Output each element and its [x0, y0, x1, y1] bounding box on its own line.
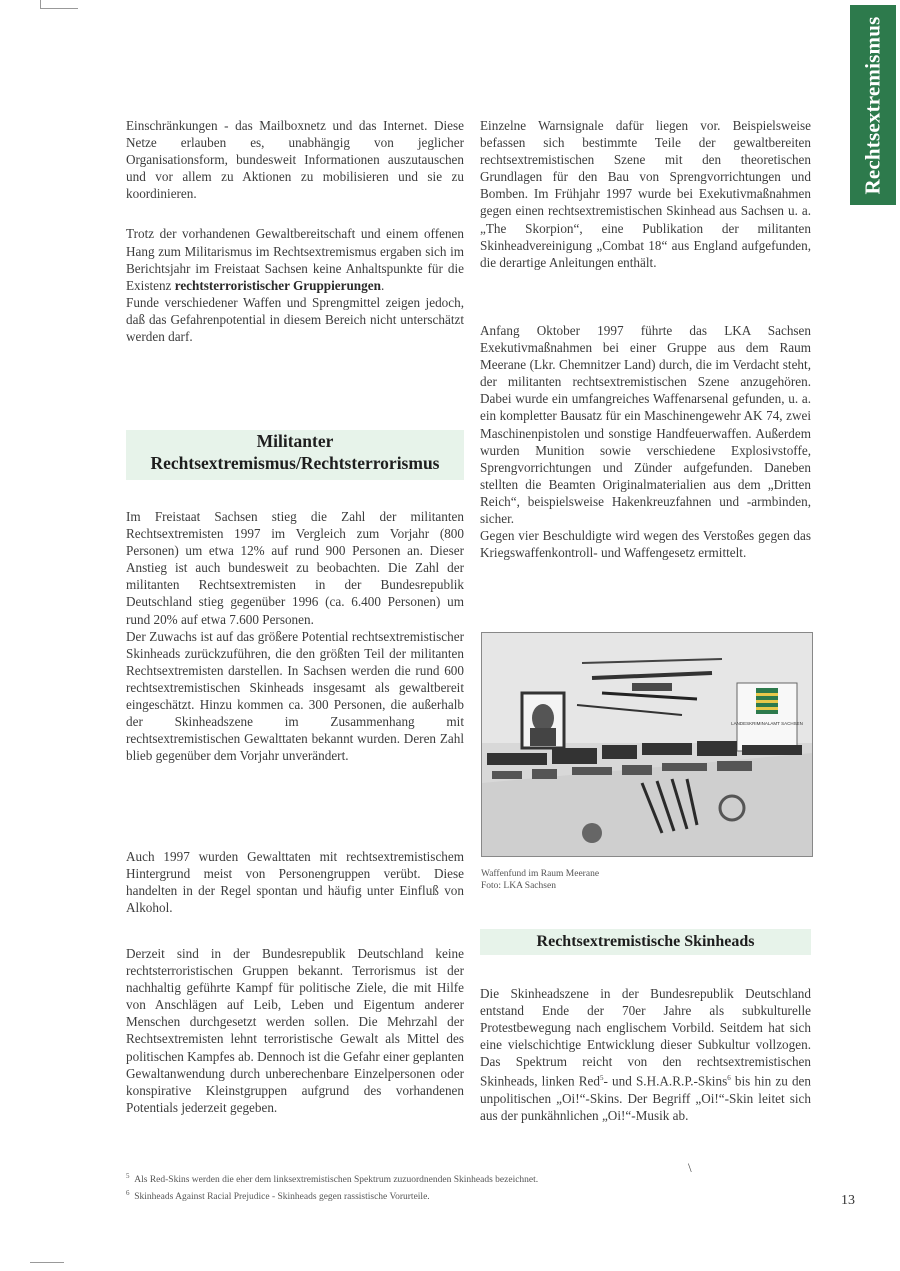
footnotes — [126, 1170, 816, 1204]
paragraph-text: bis hin zu den unpolitischen „Oi!“-Skins. Der Begriff „Oi!“-Skin leitet sich aus der punkähnlichen „Oi!“-Musik ab. — [480, 1073, 811, 1124]
left-column-bottom — [126, 945, 464, 1116]
right-column-bottom — [480, 985, 811, 1124]
footnote-text: Skinheads Against Racial Prejudice - Skinheads gegen rassistische Vorurteile. — [134, 1192, 430, 1203]
crop-mark — [30, 1262, 64, 1263]
paragraph: Anfang Oktober 1997 führte das LKA Sachsen Exekutivmaßnahmen bei einer Gruppe aus dem Raum Meerane (Lkr. Chemnitzer Land) durch, die im Verdacht steht, der militanten rechtsextremistischen Szene anzugehören. Dabei wurde ein umfangreiches Waffenarsenal gefunden, u. a. ein kompletter Bausatz für ein Maschinengewehr AK 74, zwei Maschinenpistolen und sonstige Handfeuerwaffen. Außerdem wurden Munition sowie verschiedene Explosivstoffe, Sprengvorrichtungen und Zünder aufgefunden. Daneben stellten die Beamten Originalmaterialien aus dem „Dritten Reich“, beispielsweise Hakenkreuzfahnen und -armbinden, sicher. — [480, 323, 811, 527]
paragraph-text: . — [380, 277, 385, 293]
heading-text: Rechtsextremistische Skinheads — [536, 933, 755, 950]
caption-credit: Foto: LKA Sachsen — [481, 881, 556, 891]
paragraph: Im Freistaat Sachsen stieg die Zahl der militanten Rechtsextremisten 1997 im Vergleich zum Vorjahr (800 Personen) um etwa 12% auf rund 900 Personen an. Dieser Anstieg ist auch bundesweit zu beobachten. Die Zahl der militanten Rechtsextremisten in der Bundesrepublik Deutschland stieg gegenüber 1996 (ca. 6.400 Personen) um rund 20% auf etwa 7.600 Personen. — [126, 509, 464, 627]
footnote-number: 5 — [126, 1172, 130, 1180]
sign-text: LANDESKRIMINALAMT SACHSEN — [731, 721, 803, 726]
photo-caption — [481, 868, 599, 892]
footnote-number: 6 — [126, 1189, 130, 1198]
caption-line: Waffenfund im Raum Meerane — [481, 869, 600, 879]
paragraph: Gegen vier Beschuldigte wird wegen des Verstoßes gegen das Kriegswaffenkontroll- und Waffengesetz ermittelt. — [480, 528, 811, 561]
photo-illustration — [482, 633, 812, 856]
left-column-top — [126, 117, 464, 345]
heading-line: Militanter — [256, 431, 334, 451]
heading-line: Rechtsextremismus/Rechtsterrorismus — [150, 453, 440, 473]
paragraph — [480, 985, 811, 1124]
page-number: 13 — [841, 1193, 855, 1208]
crop-mark — [40, 8, 78, 9]
crop-mark — [40, 0, 41, 8]
right-column-top — [480, 117, 811, 271]
paragraph-text: - und S.H.A.R.P.-Skins — [603, 1073, 728, 1089]
paragraph: Einschränkungen - das Mailboxnetz und das Internet. Diese Netze erlauben es, unabhängig von jeglicher Organisationsform, bundesweit Informationen auszutauschen und vor allem zu Aktionen zu mobilisieren und sie zu koordinieren. — [126, 118, 464, 202]
footnote — [126, 1170, 816, 1187]
paragraph-text: Die Skinheadszene in der Bundesrepublik Deutschland entstand Ende der 70er Jahre als subkulturelle Protestbewegung nach englischem Vorbild. Seitdem hat sich eine vielschichtige Entwicklung dieser Subkultur vollzogen. Das Spektrum reicht von den rechtsextremistischen Skinheads, linken Red — [480, 986, 811, 1089]
paragraph-text: Trotz der vorhandenen Gewaltbereitschaft und einem offenen Hang zum Militarismus im Rechtsextremismus ergaben sich im Berichtsjahr im Freistaat Sachsen keine Anhaltspunkte für die Existenz — [126, 226, 464, 293]
paragraph: Derzeit sind in der Bundesrepublik Deutschland keine rechtsterroristischen Gruppen bekannt. Terrorismus ist der nachhaltig geführte Kampf für politische Ziele, die mit Hilfe von Anschlägen auf Leib, Leben und Eigentum anderer Menschen durchgesetzt werden sollen. Die Mehrzahl der Rechtsextremisten lehnt terroristische Gewalt als Mittel des politischen Kampfes ab. Dennoch ist die Gefahr einer geplanten Gewaltanwendung durch unberechenbare Einzelpersonen oder konspirative Kleinstgruppen aufgrund des vorhandenen Potentials jederzeit gegeben. — [126, 946, 464, 1115]
bold-term: rechtsterroristischer Gruppierungen — [174, 277, 381, 293]
left-column-body — [126, 508, 464, 764]
left-column-lower — [126, 848, 464, 916]
section-tab — [850, 5, 896, 205]
paragraph: Funde verschiedener Waffen und Sprengmittel zeigen jedoch, daß das Gefahrenpotential in diesem Bereich nicht unterschätzt werden darf. — [126, 294, 464, 345]
weapons-photo — [481, 632, 813, 857]
paragraph: Auch 1997 wurden Gewalttaten mit rechtsextremistischem Hintergrund meist von Personengruppen verübt. Diese handelten in der Regel spontan und häufig unter Einfluß von Alkohol. — [126, 849, 464, 916]
paragraph: Der Zuwachs ist auf das größere Potential rechtsextremistischer Skinheads zurückzuführen, die den größten Teil der militanten Rechtsextremisten darstellen. In Sachsen werden die rund 600 rechtsextremistischen Skinheads insgesamt als gewaltbereit eingeschätzt. Hinzu kommen ca. 300 Personen, die außerhalb der Skinheadszene im Zusammenhang mit rechtsextremistischen Gewalttaten bekannt wurden. Deren Zahl blieb gegenüber dem Vorjahr unverändert. — [126, 628, 464, 764]
footnote-ref: 5 — [600, 1074, 604, 1083]
paragraph — [126, 225, 464, 293]
section-heading — [126, 430, 464, 480]
section-heading — [480, 929, 811, 955]
footnote-text: Als Red-Skins werden die eher dem linksextremistischen Spektrum zuzuordnenden Skinheads bezeichnet. — [134, 1175, 539, 1186]
right-column-middle — [480, 322, 811, 561]
footnote-ref: 6 — [727, 1074, 731, 1083]
footnote — [126, 1187, 816, 1204]
section-tab-label: Rechtsextremismus — [860, 16, 885, 194]
paragraph: Einzelne Warnsignale dafür liegen vor. Beispielsweise befassen sich bestimmte Teile der gewaltbereiten rechtsextremistischen Szene mit den theoretischen Grundlagen für den Bau von Sprengvorrichtungen und Bomben. Im Frühjahr 1997 wurde bei Exekutivmaßnahmen gegen einen rechtsextremistischen Skinhead aus Sachsen u. a. „The Skorpion“, eine Publikation der militanten Skinheadvereinigung „Combat 18“ aus England aufgefunden, die derartige Anleitungen enthält. — [480, 118, 811, 270]
stray-mark: \ — [688, 1160, 692, 1175]
